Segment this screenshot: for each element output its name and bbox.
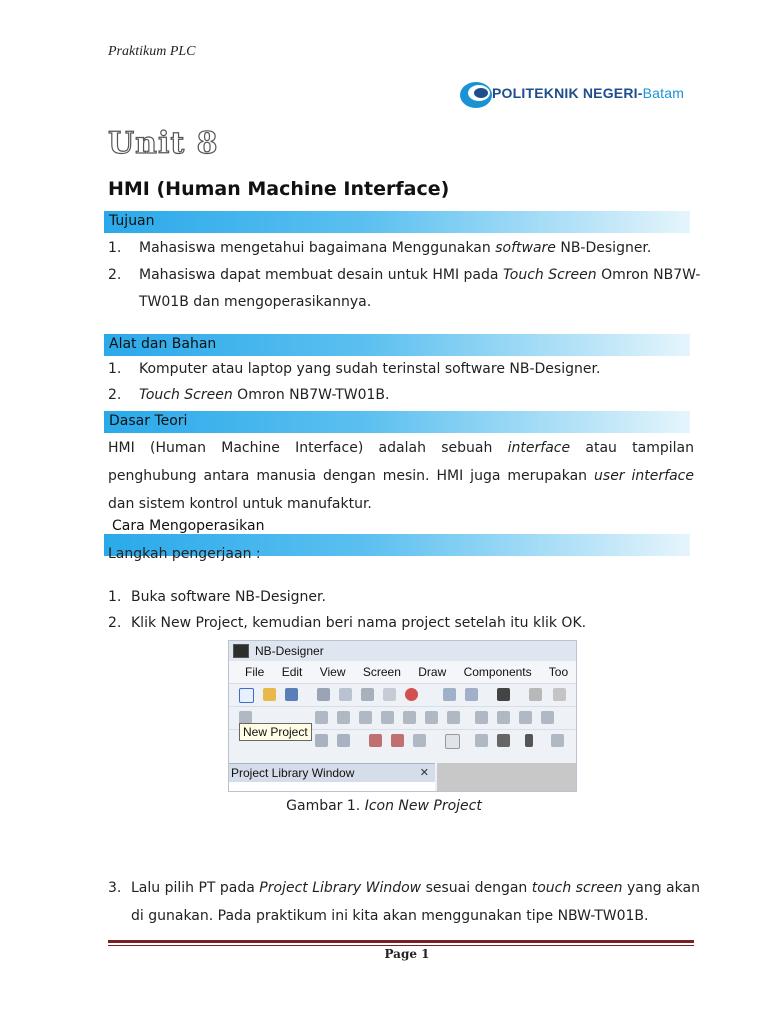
chart-part-icon[interactable] bbox=[369, 734, 382, 747]
list-item-continuation: di gunakan. Pada praktikum ini kita akan menggunakan tipe NBW-TW01B. bbox=[131, 908, 649, 924]
list-item: 2. Mahasiswa dapat membuat desain untuk HMI pada Touch Screen Omron NB7W- bbox=[108, 267, 701, 283]
more-parts-icon[interactable] bbox=[551, 734, 564, 747]
align-center-icon[interactable] bbox=[337, 711, 350, 724]
open-folder-icon[interactable] bbox=[263, 688, 276, 701]
section-bar-tujuan bbox=[104, 211, 690, 233]
list-item: 1. Komputer atau laptop yang sudah terinstal software NB-Designer. bbox=[108, 361, 601, 377]
page-number: Page 1 bbox=[384, 947, 430, 961]
align-right-icon[interactable] bbox=[359, 711, 372, 724]
image-part-icon[interactable] bbox=[475, 734, 488, 747]
section-bar-teori bbox=[104, 411, 690, 433]
section-label: Cara Mengoperasikan bbox=[112, 518, 265, 534]
sound-part-icon[interactable] bbox=[413, 734, 426, 747]
paste-icon[interactable] bbox=[361, 688, 374, 701]
section-label: Dasar Teori bbox=[109, 413, 188, 429]
same-width-icon[interactable] bbox=[475, 711, 488, 724]
menu-file[interactable]: File bbox=[245, 665, 265, 679]
project-library-window-title: Project Library Window ✕ bbox=[229, 763, 435, 782]
menu-tools[interactable]: Too bbox=[548, 665, 569, 679]
list-item-continuation: TW01B dan mengoperasikannya. bbox=[139, 294, 372, 310]
list-item: 1. Mahasiswa mengetahui bagaimana Menggunakan software NB-Designer. bbox=[108, 240, 652, 256]
list-item: 1. Buka software NB-Designer. bbox=[108, 589, 326, 605]
close-icon[interactable]: ✕ bbox=[419, 767, 429, 779]
distribute-icon[interactable] bbox=[447, 711, 460, 724]
new-project-tooltip: New Project bbox=[239, 723, 312, 741]
undo-icon[interactable] bbox=[443, 688, 456, 701]
menu-screen[interactable]: Screen bbox=[362, 665, 401, 679]
chevron-down-icon[interactable] bbox=[525, 734, 533, 747]
footer-rule bbox=[108, 940, 694, 943]
cut-icon[interactable] bbox=[317, 688, 330, 701]
window-titlebar: NB-Designer bbox=[229, 641, 576, 661]
theory-paragraph: HMI (Human Machine Interface) adalah sebuah interface atau tampilan penghubung antara manusia dengan mesin. HMI juga merupakan user interface dan sistem kontrol untuk manufaktur. bbox=[108, 440, 695, 512]
menu-view[interactable]: View bbox=[319, 665, 346, 679]
align-bottom-icon[interactable] bbox=[425, 711, 438, 724]
lamp-part-icon[interactable] bbox=[337, 734, 350, 747]
workspace-area bbox=[437, 763, 577, 792]
new-project-icon[interactable] bbox=[239, 688, 254, 703]
menu-edit[interactable]: Edit bbox=[281, 665, 303, 679]
menu-draw[interactable]: Draw bbox=[418, 665, 447, 679]
section-bar-alat bbox=[104, 334, 690, 356]
logo-text: POLITEKNIK NEGERI-Batam bbox=[492, 85, 685, 101]
vector-part-icon[interactable] bbox=[497, 734, 510, 747]
same-height-icon[interactable] bbox=[497, 711, 510, 724]
figure-caption: Gambar 1. Icon New Project bbox=[286, 798, 482, 814]
section-label: Alat dan Bahan bbox=[109, 336, 217, 352]
align-left-icon[interactable] bbox=[315, 711, 328, 724]
button-part-icon[interactable] bbox=[315, 734, 328, 747]
polibatam-logo bbox=[458, 78, 690, 112]
page-title: HMI (Human Machine Interface) bbox=[108, 178, 450, 200]
meter-part-icon[interactable] bbox=[391, 734, 404, 747]
save-icon[interactable] bbox=[285, 688, 298, 701]
app-icon bbox=[233, 644, 249, 658]
list-item: 3. Lalu pilih PT pada Project Library Window sesuai dengan touch screen yang akan bbox=[108, 880, 700, 896]
section-label: Tujuan bbox=[109, 213, 155, 229]
grid-icon[interactable] bbox=[541, 711, 554, 724]
compile-icon[interactable] bbox=[529, 688, 542, 701]
library-panel bbox=[229, 782, 435, 792]
print-icon[interactable] bbox=[553, 688, 566, 701]
align-middle-icon[interactable] bbox=[403, 711, 416, 724]
copy-icon[interactable] bbox=[339, 688, 352, 701]
same-size-icon[interactable] bbox=[519, 711, 532, 724]
delete-icon[interactable] bbox=[405, 688, 418, 701]
redo-icon[interactable] bbox=[465, 688, 478, 701]
nb-designer-screenshot bbox=[228, 640, 577, 792]
duplicate-icon[interactable] bbox=[383, 688, 396, 701]
find-icon[interactable] bbox=[497, 688, 510, 701]
unit-title: Unit 8 bbox=[108, 126, 219, 161]
footer-rule-thin bbox=[108, 945, 694, 946]
list-item: 2. Klik New Project, kemudian beri nama project setelah itu klik OK. bbox=[108, 615, 587, 631]
toolbar-row-1 bbox=[229, 683, 576, 706]
align-top-icon[interactable] bbox=[381, 711, 394, 724]
steps-intro: Langkah pengerjaan : bbox=[108, 546, 261, 562]
menu-components[interactable]: Components bbox=[463, 665, 532, 679]
keypad-part-icon[interactable] bbox=[445, 734, 460, 749]
header-course-title: Praktikum PLC bbox=[108, 44, 196, 59]
menu-bar bbox=[229, 661, 576, 683]
list-item: 2. Touch Screen Omron NB7W-TW01B. bbox=[108, 387, 390, 403]
